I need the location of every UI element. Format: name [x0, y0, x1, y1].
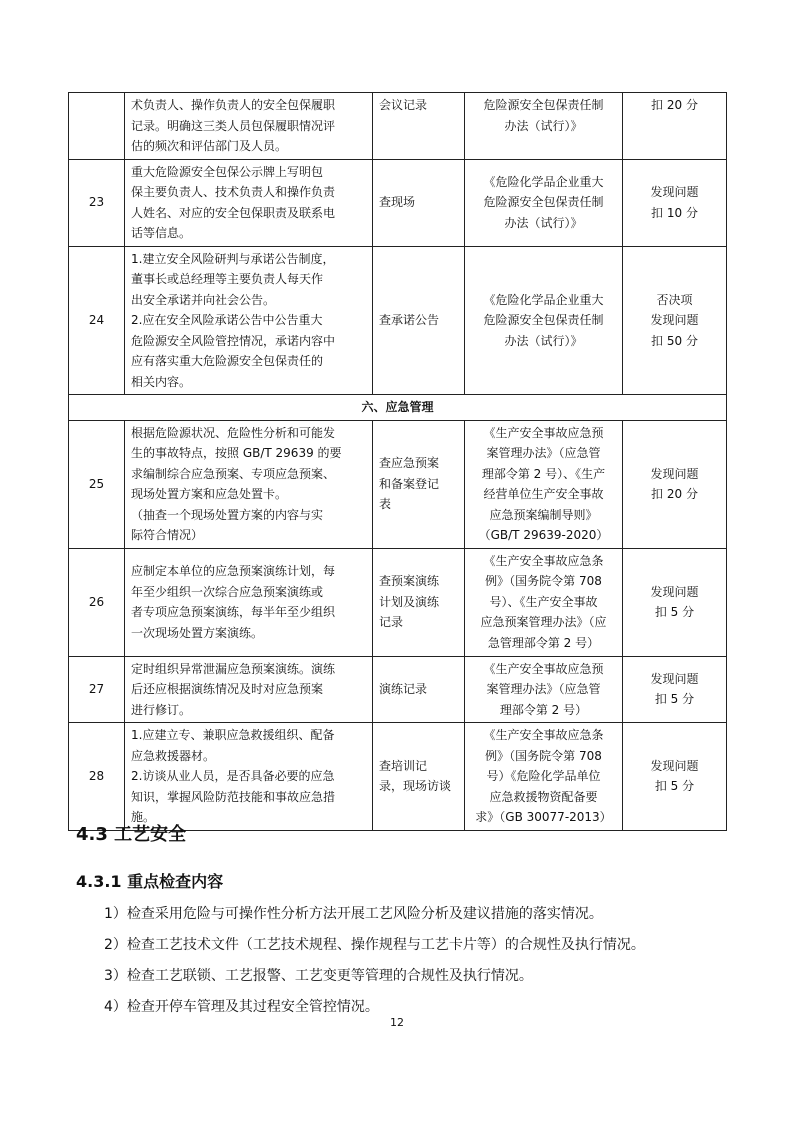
- text-line: 定时组织异常泄漏应急预案演练。演练: [131, 661, 336, 676]
- check-method: [373, 93, 465, 160]
- text-line: 扣 20 分: [651, 487, 698, 501]
- text-line: 办法（试行）》: [504, 333, 583, 348]
- table-row: [69, 723, 727, 831]
- text-line: 扣 10 分: [651, 205, 698, 220]
- text-line: 理部令第 2 号）、《生产: [481, 466, 606, 481]
- list-item: 1）检查采用危险与可操作性分析方法开展工艺风险分析及建议措施的落实情况。: [104, 906, 603, 922]
- table-row: [69, 246, 727, 395]
- text-line: 求编制综合应急预案、专项应急预案、: [131, 466, 336, 481]
- text-line: 根据危险源状况、危险性分析和可能发: [131, 425, 336, 440]
- row-number: 27: [69, 656, 125, 723]
- text-line: 扣 5 分: [654, 605, 695, 619]
- text-line: 应急救援物资配备要: [489, 789, 598, 804]
- check-content: [125, 656, 373, 723]
- text-line: 生的事故特点，按照 GB/T 29639 的要: [131, 446, 342, 460]
- text-line: 保主要负责人、技术负责人和操作负责: [131, 185, 336, 199]
- text-line: 《生产安全事故应急预: [483, 425, 604, 440]
- score-rule: [623, 723, 727, 831]
- table-row: [69, 656, 727, 723]
- check-method: [373, 246, 465, 395]
- text-line: 危险源安全包保责任制: [483, 195, 604, 210]
- list-item: 2）检查工艺技术文件（工艺技术规程、操作规程与工艺卡片等）的合规性及执行情况。: [104, 937, 645, 953]
- text-line: 发现问题: [650, 584, 699, 599]
- text-line: 办法（试行）》: [504, 118, 583, 133]
- text-line: 和备案登记: [379, 476, 440, 491]
- text-line: 施。: [131, 810, 156, 824]
- check-basis: [465, 420, 623, 548]
- score-rule: [623, 93, 727, 160]
- text-line: 查承诺公告: [379, 313, 440, 327]
- text-line: 扣 50 分: [651, 333, 698, 348]
- text-line: 后还应根据演练情况及时对应急预案: [131, 682, 324, 696]
- text-line: 应急救援器材。: [131, 748, 216, 763]
- row-number: [69, 93, 125, 160]
- table-body: [69, 93, 727, 831]
- list-item: 4）检查开停车管理及其过程安全管控情况。: [104, 999, 379, 1015]
- text-line: 董事长或总经理等主要负责人每天作: [131, 272, 324, 286]
- text-line: 号）《危险化学品单位: [486, 769, 601, 783]
- text-line: 重大危险源安全包保公示牌上写明包: [131, 164, 324, 179]
- subsection-heading: 4.3.1 重点检查内容: [76, 872, 224, 891]
- text-line: （GB/T 29639-2020）: [478, 528, 609, 542]
- text-line: 求》（GB 30077-2013）: [475, 810, 612, 824]
- check-method: [373, 723, 465, 831]
- text-line: 《生产安全事故应急条: [483, 553, 604, 568]
- check-content: [125, 548, 373, 656]
- check-content: [125, 420, 373, 548]
- section-heading: 4.3 工艺安全: [76, 824, 187, 845]
- text-line: 发现问题: [650, 466, 699, 481]
- text-line: 际符合情况）: [131, 528, 204, 542]
- text-line: 经营单位生产安全事故: [483, 487, 604, 501]
- text-line: 查预案演练: [379, 574, 440, 589]
- text-line: 2.访谈从业人员，是否具备必要的应急: [131, 769, 335, 783]
- text-line: 扣 20 分: [651, 98, 698, 112]
- check-basis: [465, 93, 623, 160]
- check-basis: [465, 246, 623, 395]
- text-line: 一次现场处置方案演练。: [131, 625, 264, 640]
- text-line: 查应急预案: [379, 456, 440, 471]
- score-rule: [623, 159, 727, 246]
- text-line: 知识，掌握风险防范技能和事故应急措: [131, 789, 336, 804]
- text-line: 出安全承诺并向社会公告。: [131, 292, 276, 307]
- text-line: 应制定本单位的应急预案演练计划，每: [131, 564, 336, 578]
- check-basis: [465, 159, 623, 246]
- text-line: 进行修订。: [131, 702, 192, 717]
- text-line: 2.应在安全风险承诺公告中公告重大: [131, 313, 323, 327]
- text-line: 例》（国务院令第 708: [485, 748, 602, 763]
- text-line: 发现问题: [650, 671, 699, 686]
- text-line: 发现问题: [650, 185, 699, 199]
- text-line: 号）、《生产安全事故: [489, 594, 598, 609]
- check-basis: [465, 548, 623, 656]
- check-method: [373, 159, 465, 246]
- text-line: 发现问题: [650, 758, 699, 773]
- text-line: 扣 5 分: [654, 779, 695, 794]
- text-line: 相关内容。: [131, 374, 192, 389]
- text-line: 估的频次和评估部门及人员。: [131, 139, 288, 153]
- text-line: 记录: [379, 615, 404, 630]
- text-line: 术负责人、操作负责人的安全包保履职: [131, 98, 336, 112]
- row-number: 24: [69, 246, 125, 395]
- check-method: [373, 420, 465, 548]
- text-line: 急管理部令第 2 号）: [487, 635, 600, 650]
- check-basis: [465, 656, 623, 723]
- text-line: 扣 5 分: [654, 692, 695, 707]
- text-line: 演练记录: [379, 682, 428, 696]
- text-line: 应有落实重大危险源安全包保责任的: [131, 354, 324, 368]
- text-line: 话等信息。: [131, 226, 192, 240]
- text-line: 危险源安全风险管控情况，承诺内容中: [131, 333, 336, 348]
- row-number: 28: [69, 723, 125, 831]
- text-line: 危险源安全包保责任制: [483, 98, 604, 112]
- text-line: 办法（试行）》: [504, 215, 583, 230]
- section-title: 六、应急管理: [69, 395, 727, 421]
- table-row: [69, 420, 727, 548]
- row-number: 23: [69, 159, 125, 246]
- text-line: 《生产安全事故应急预: [483, 661, 604, 676]
- list-item: 3）检查工艺联锁、工艺报警、工艺变更等管理的合规性及执行情况。: [104, 968, 533, 984]
- text-line: 现场处置方案和应急处置卡。: [131, 487, 288, 501]
- score-rule: [623, 246, 727, 395]
- text-line: 否决项: [656, 292, 693, 307]
- inspection-table: [68, 92, 727, 831]
- table-row: [69, 548, 727, 656]
- text-line: 者专项应急预案演练，每半年至少组织: [131, 605, 336, 619]
- text-line: 危险源安全包保责任制: [483, 313, 604, 327]
- text-line: 例》（国务院令第 708: [485, 574, 602, 589]
- text-line: （抽查一个现场处置方案的内容与实: [131, 507, 324, 522]
- check-basis: [465, 723, 623, 831]
- text-line: 查培训记: [379, 758, 428, 773]
- score-rule: [623, 420, 727, 548]
- text-line: 1.应建立专、兼职应急救援组织、配备: [131, 728, 335, 742]
- text-line: 计划及演练: [379, 594, 440, 609]
- check-content: [125, 93, 373, 160]
- text-line: 记录。明确这三类人员包保履职情况评: [131, 118, 336, 133]
- check-content: [125, 723, 373, 831]
- text-line: 《危险化学品企业重大: [483, 292, 604, 307]
- score-rule: [623, 548, 727, 656]
- text-line: 年至少组织一次综合应急预案演练或: [131, 584, 324, 599]
- check-method: [373, 548, 465, 656]
- text-line: 《危险化学品企业重大: [483, 174, 604, 189]
- text-line: 应急预案编制导则》: [489, 507, 598, 522]
- text-line: 表: [379, 497, 392, 512]
- text-line: 人姓名、对应的安全包保职责及联系电: [131, 205, 336, 220]
- table-row: [69, 93, 727, 160]
- text-line: 案管理办法》（应急管: [486, 446, 601, 460]
- score-rule: [623, 656, 727, 723]
- text-line: 录，现场访谈: [379, 779, 452, 794]
- text-line: 发现问题: [650, 313, 699, 327]
- text-line: 理部令第 2 号）: [499, 702, 588, 717]
- text-line: 应急预案管理办法》（应: [480, 615, 607, 630]
- text-line: 会议记录: [379, 98, 428, 112]
- check-method: [373, 656, 465, 723]
- page-number: 12: [390, 1016, 404, 1029]
- text-line: 案管理办法》（应急管: [486, 682, 601, 696]
- check-content: [125, 159, 373, 246]
- check-content: [125, 246, 373, 395]
- text-line: 查现场: [379, 195, 416, 210]
- row-number: 26: [69, 548, 125, 656]
- row-number: 25: [69, 420, 125, 548]
- text-line: 1.建立安全风险研判与承诺公告制度，: [131, 251, 335, 266]
- text-line: 《生产安全事故应急条: [483, 728, 604, 742]
- section-row: [69, 395, 727, 421]
- table-row: [69, 159, 727, 246]
